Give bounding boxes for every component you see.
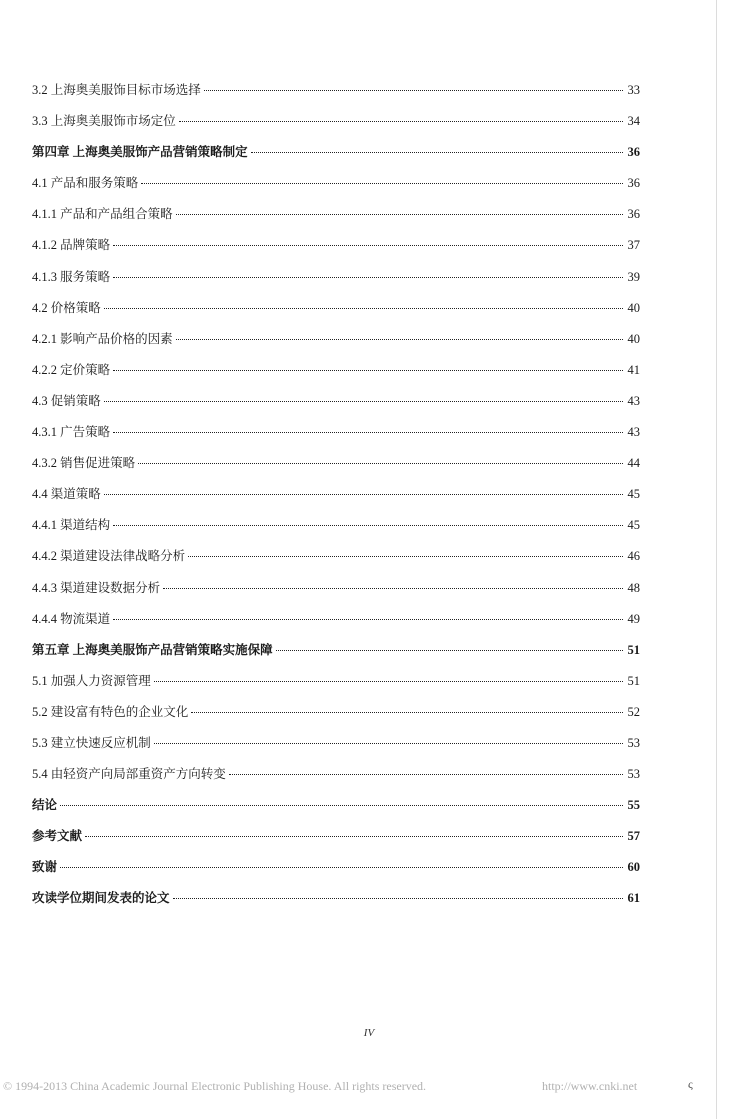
toc-entry-page: 61: [627, 891, 640, 906]
toc-entry-title: 4.1.3 服务策略: [32, 269, 111, 284]
toc-entry[interactable]: [32, 80, 640, 111]
toc-dot-leader: [229, 773, 623, 775]
toc-entry-page: 40: [627, 300, 640, 315]
toc-entry-page: 48: [627, 580, 640, 595]
toc-dot-leader: [104, 400, 623, 402]
toc-entry[interactable]: [32, 826, 640, 857]
toc-entry-title: 4.2.1 影响产品价格的因素: [32, 331, 173, 346]
toc-entry-title: 3.3 上海奥美服饰市场定位: [32, 114, 176, 129]
toc-entry-title: 4.2 价格策略: [32, 300, 101, 315]
toc-entry-title: 4.1 产品和服务策略: [32, 176, 139, 191]
toc-dot-leader: [141, 182, 623, 184]
toc-entry[interactable]: [32, 546, 640, 577]
toc-dot-leader: [113, 244, 623, 246]
toc-entry-page: 37: [627, 238, 640, 253]
page-number: IV: [363, 1027, 375, 1039]
toc-dot-leader: [176, 338, 623, 340]
toc-dot-leader: [191, 711, 623, 713]
toc-entry[interactable]: [32, 671, 640, 702]
footer-corner-mark: ς: [688, 1077, 693, 1091]
toc-entry-page: 43: [627, 393, 640, 408]
toc-dot-leader: [113, 524, 623, 526]
toc-entry-page: 45: [627, 487, 640, 502]
toc-entry[interactable]: [32, 857, 640, 888]
toc-entry-page: 39: [627, 269, 640, 284]
toc-entry-title: 4.3 促销策略: [32, 393, 101, 408]
toc-entry-page: 36: [627, 207, 640, 222]
toc-entry-page: 33: [627, 83, 640, 97]
toc-entry[interactable]: [32, 391, 640, 422]
toc-entry[interactable]: [32, 640, 640, 671]
toc-entry-page: 43: [627, 425, 640, 440]
toc-entry-page: 51: [627, 642, 640, 657]
toc-dot-leader: [251, 151, 623, 153]
toc-entry-title: 4.4.3 渠道建设数据分析: [32, 580, 161, 595]
toc-entry-title: 4.2.2 定价策略: [32, 362, 111, 377]
toc-dot-leader: [176, 213, 623, 215]
page-edge-divider: [716, 0, 717, 1119]
toc-entry[interactable]: [32, 764, 640, 795]
toc-entry-title: 4.4.4 物流渠道: [32, 611, 111, 626]
toc-dot-leader: [179, 120, 623, 122]
toc-entry-title: 3.2 上海奥美服饰目标市场选择: [32, 83, 201, 97]
toc-entry[interactable]: [32, 235, 640, 266]
toc-dot-leader: [154, 680, 623, 682]
toc-dot-leader: [104, 307, 623, 309]
toc-entry-title: 4.3.2 销售促进策略: [32, 456, 136, 471]
toc-entry-page: 46: [627, 549, 640, 564]
toc-dot-leader: [60, 804, 623, 806]
toc-dot-leader: [104, 493, 623, 495]
toc-entry[interactable]: [32, 173, 640, 204]
toc-entry-title: 结论: [32, 798, 58, 813]
toc-dot-leader: [113, 276, 623, 278]
toc-entry-title: 第五章 上海奥美服饰产品营销策略实施保障: [32, 642, 273, 657]
toc-entry-page: 60: [627, 860, 640, 875]
toc-entry-title: 5.3 建立快速反应机制: [32, 735, 151, 750]
toc-dot-leader: [113, 369, 623, 371]
toc-entry-title: 4.1.2 品牌策略: [32, 238, 111, 253]
footer-copyright: © 1994-2013 China Academic Journal Electronic Publishing House. All rights reserved.: [3, 1079, 427, 1093]
toc-entry[interactable]: [32, 733, 640, 764]
toc-entry-title: 致谢: [32, 860, 58, 875]
toc-dot-leader: [113, 618, 623, 620]
toc-entry-title: 5.1 加强人力资源管理: [32, 673, 151, 688]
toc-entry-page: 45: [627, 518, 640, 533]
toc-entry-title: 4.4 渠道策略: [32, 487, 101, 502]
toc-entry-title: 4.4.2 渠道建设法律战略分析: [32, 549, 186, 564]
toc-entry[interactable]: [32, 142, 640, 173]
toc-entry[interactable]: [32, 888, 640, 919]
toc-entry-title: 攻读学位期间发表的论文: [32, 891, 170, 906]
toc-entry-page: 36: [627, 145, 640, 160]
toc-entry-page: 55: [627, 798, 640, 813]
toc-entry-title: 第四章 上海奥美服饰产品营销策略制定: [32, 145, 248, 160]
toc-entry[interactable]: [32, 422, 640, 453]
toc-entry-page: 53: [627, 735, 640, 750]
toc-entry-page: 44: [627, 456, 640, 471]
toc-entry[interactable]: [32, 298, 640, 329]
toc-entry[interactable]: [32, 267, 640, 298]
toc-dot-leader: [163, 587, 623, 589]
toc-entry[interactable]: [32, 609, 640, 640]
toc-entry[interactable]: [32, 515, 640, 546]
toc-entry-title: 参考文献: [32, 829, 83, 844]
toc-entry-page: 57: [627, 829, 640, 844]
toc-dot-leader: [60, 866, 623, 868]
toc-entry[interactable]: [32, 204, 640, 235]
table-of-contents: [32, 80, 640, 920]
toc-entry-page: 34: [627, 114, 640, 129]
toc-dot-leader: [276, 649, 623, 651]
toc-entry-title: 4.1.1 产品和产品组合策略: [32, 207, 173, 222]
toc-entry[interactable]: [32, 795, 640, 826]
toc-dot-leader: [204, 89, 623, 91]
toc-entry[interactable]: [32, 578, 640, 609]
toc-dot-leader: [188, 555, 623, 557]
toc-entry-page: 41: [627, 362, 640, 377]
toc-entry-page: 51: [627, 673, 640, 688]
toc-dot-leader: [173, 897, 623, 899]
toc-entry[interactable]: [32, 484, 640, 515]
toc-dot-leader: [113, 431, 623, 433]
toc-entry-title: 4.3.1 广告策略: [32, 425, 111, 440]
toc-entry-page: 53: [627, 767, 640, 782]
footer-url: http://www.cnki.net: [542, 1079, 638, 1093]
toc-entry[interactable]: [32, 360, 640, 391]
toc-entry-page: 49: [627, 611, 640, 626]
toc-entry-page: 52: [627, 704, 640, 719]
toc-dot-leader: [85, 835, 623, 837]
toc-entry[interactable]: [32, 329, 640, 360]
toc-dot-leader: [138, 462, 623, 464]
toc-entry-title: 5.4 由轻资产向局部重资产方向转变: [32, 767, 226, 782]
toc-entry-page: 40: [627, 331, 640, 346]
toc-entry[interactable]: [32, 453, 640, 484]
toc-dot-leader: [154, 742, 623, 744]
toc-entry-title: 5.2 建设富有特色的企业文化: [32, 704, 189, 719]
footer: [0, 1079, 738, 1099]
toc-entry-page: 36: [627, 176, 640, 191]
toc-entry-title: 4.4.1 渠道结构: [32, 518, 111, 533]
toc-entry[interactable]: [32, 702, 640, 733]
toc-entry[interactable]: [32, 111, 640, 142]
